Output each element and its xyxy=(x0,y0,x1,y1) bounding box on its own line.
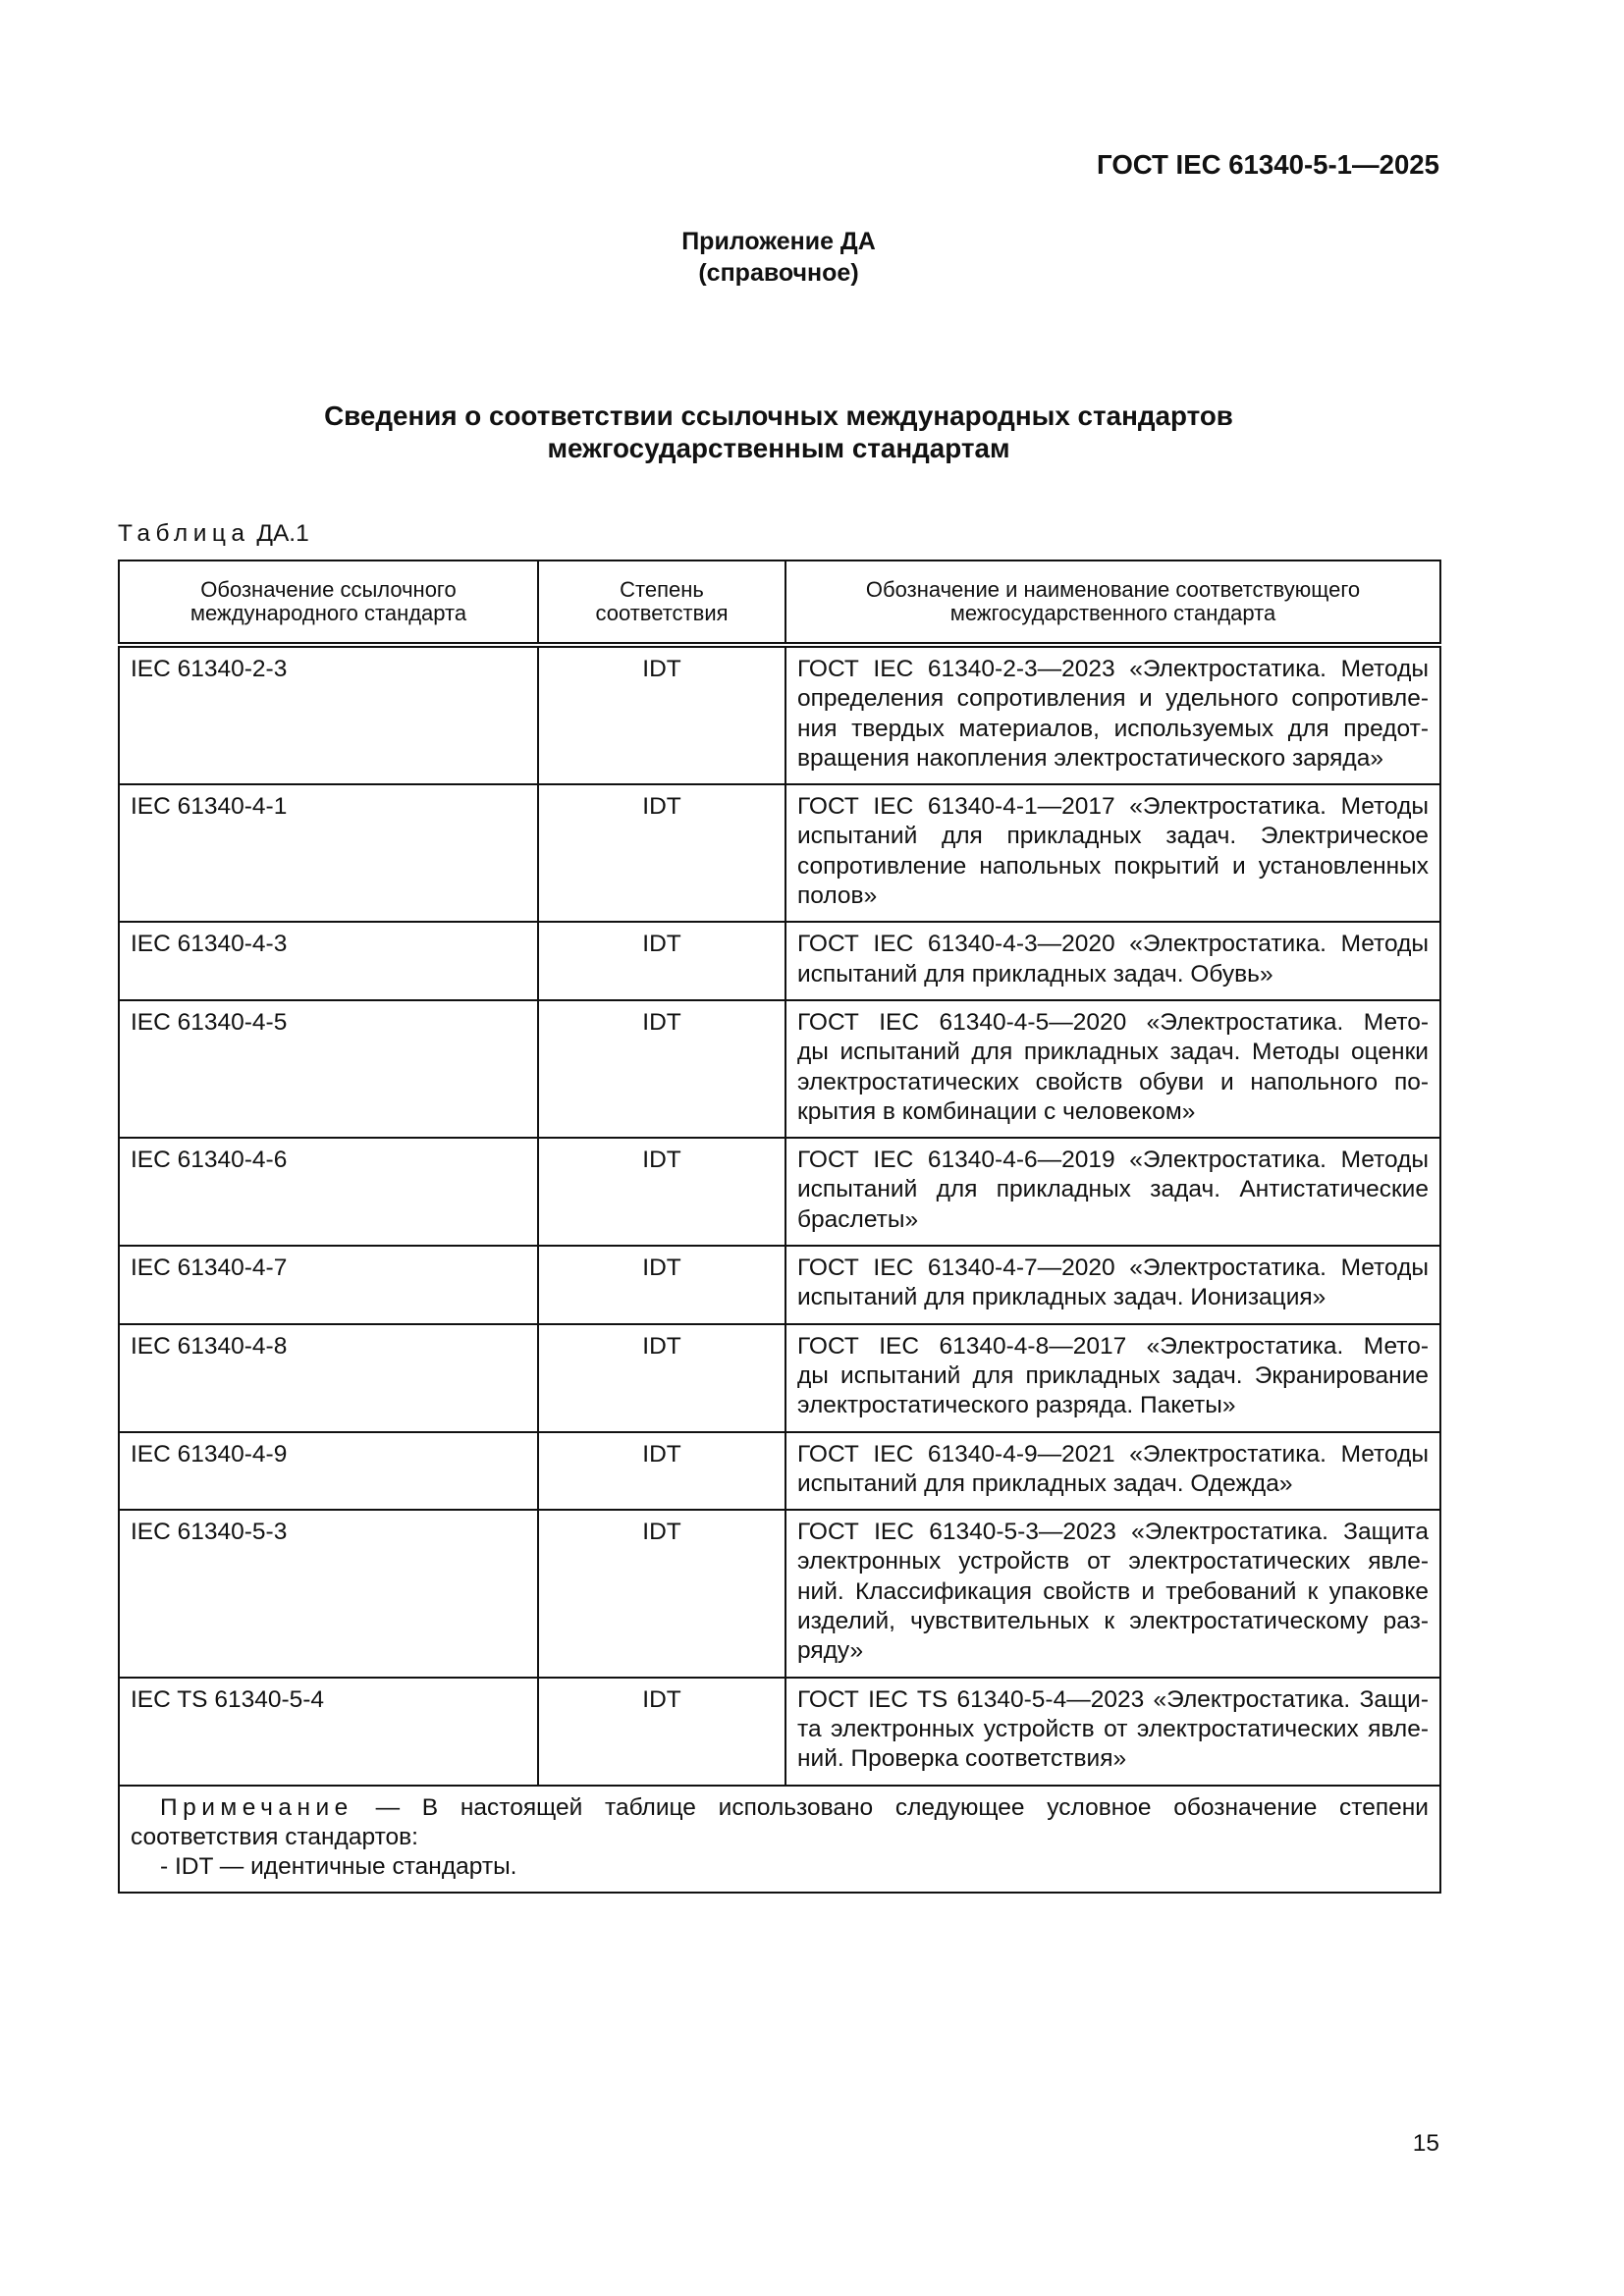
degree-of-correspondence-cell: IDT xyxy=(538,1324,785,1432)
national-standard-line: ды испытаний для прикладных задач. Методы оценки xyxy=(797,1039,1429,1066)
reference-standard-cell: IEC 61340-4-3 xyxy=(119,922,538,1000)
column-header-line: Степень xyxy=(620,577,704,602)
national-standard-line: ГОСТ IEC 61340-4-1—2017 «Электростатика. Методы xyxy=(797,793,1429,821)
section-heading-line: Сведения о соответствии ссылочных международных стандартов xyxy=(324,400,1233,431)
national-standard-cell xyxy=(785,1432,1440,1511)
degree-of-correspondence-cell: IDT xyxy=(538,1510,785,1677)
national-standard-line: ГОСТ IEC 61340-5-3—2023 «Электростатика. Защита xyxy=(797,1519,1429,1546)
reference-standard-cell: IEC 61340-5-3 xyxy=(119,1510,538,1677)
national-standard-cell xyxy=(785,645,1440,784)
table-row xyxy=(119,1138,1440,1246)
national-standard-line: ГОСТ IEC 61340-4-8—2017 «Электростатика. Мето- xyxy=(797,1332,1429,1360)
national-standard-line: испытаний для прикладных задач. Одежда» xyxy=(797,1469,1293,1497)
column-header-degree xyxy=(538,561,785,645)
page-number: 15 xyxy=(1412,2130,1439,2157)
table-note xyxy=(119,1786,1440,1894)
national-standard-line: ГОСТ IEC 61340-4-3—2020 «Электростатика. Методы xyxy=(797,931,1429,958)
national-standard-line: ряду» xyxy=(797,1637,864,1665)
table-row xyxy=(119,1510,1440,1677)
table-row xyxy=(119,645,1440,784)
national-standard-cell xyxy=(785,1000,1440,1138)
national-standard-cell xyxy=(785,1510,1440,1677)
national-standard-line: ний. Проверка соответствия» xyxy=(797,1745,1127,1773)
table-row xyxy=(119,784,1440,922)
national-standard-line: та электронных устройств от электростатических явле- xyxy=(797,1715,1429,1742)
national-standard-line: ГОСТ IEC 61340-2-3—2023 «Электростатика. Методы xyxy=(797,656,1429,682)
national-standard-line: испытаний для прикладных задач. Антистатические xyxy=(797,1176,1429,1203)
section-heading xyxy=(118,400,1439,464)
degree-of-correspondence-cell: IDT xyxy=(538,1246,785,1324)
note-line xyxy=(131,1793,1429,1823)
national-standard-line: электростатических свойств обуви и напольного по- xyxy=(797,1068,1429,1095)
annex-header xyxy=(118,226,1439,289)
annex-title: Приложение ДА xyxy=(681,228,876,255)
column-header-national xyxy=(785,561,1440,645)
note-line: - IDT — идентичные стандарты. xyxy=(160,1853,517,1881)
national-standard-line: испытаний для прикладных задач. Электрическое xyxy=(797,823,1429,850)
document-code: ГОСТ IEC 61340-5-1—2025 xyxy=(1097,149,1439,180)
annex-status: (справочное) xyxy=(698,259,859,287)
reference-standard-cell: IEC 61340-4-7 xyxy=(119,1246,538,1324)
national-standard-line: вращения накопления электростатического заряда» xyxy=(797,744,1383,772)
reference-standard-cell: IEC 61340-4-9 xyxy=(119,1432,538,1511)
table-head xyxy=(119,561,1440,645)
degree-of-correspondence-cell: IDT xyxy=(538,784,785,922)
reference-standard-cell: IEC 61340-4-8 xyxy=(119,1324,538,1432)
national-standard-line: ГОСТ IEC 61340-4-7—2020 «Электростатика. Методы xyxy=(797,1255,1429,1282)
national-standard-line: ний. Классификация свойств и требований к упаковке xyxy=(797,1577,1429,1605)
national-standard-line: испытаний для прикладных задач. Обувь» xyxy=(797,960,1273,988)
column-header-line: Обозначение ссылочного xyxy=(200,577,457,602)
national-standard-line: браслеты» xyxy=(797,1205,919,1233)
degree-of-correspondence-cell: IDT xyxy=(538,1432,785,1511)
column-header-line: межгосударственного стандарта xyxy=(949,601,1276,625)
national-standard-line: ГОСТ IEC 61340-4-6—2019 «Электростатика. Методы xyxy=(797,1147,1429,1174)
national-standard-line: крытия в комбинации с человеком» xyxy=(797,1097,1196,1125)
national-standard-cell xyxy=(785,1678,1440,1786)
note-label: Примечание xyxy=(160,1793,353,1821)
table-row xyxy=(119,922,1440,1000)
national-standard-line: полов» xyxy=(797,882,878,910)
table-caption-number: ДА.1 xyxy=(256,520,309,547)
reference-standard-cell: IEC 61340-2-3 xyxy=(119,645,538,784)
table-row xyxy=(119,1324,1440,1432)
column-header-line: Обозначение и наименование соответствующего xyxy=(865,577,1361,602)
degree-of-correspondence-cell: IDT xyxy=(538,1000,785,1138)
national-standard-cell xyxy=(785,922,1440,1000)
degree-of-correspondence-cell: IDT xyxy=(538,1678,785,1786)
degree-of-correspondence-cell: IDT xyxy=(538,1138,785,1246)
national-standard-cell xyxy=(785,1246,1440,1324)
national-standard-cell xyxy=(785,1324,1440,1432)
column-header-reference xyxy=(119,561,538,645)
note-line: соответствия стандартов: xyxy=(131,1823,418,1850)
national-standard-line: электростатического разряда. Пакеты» xyxy=(797,1392,1236,1419)
national-standard-line: изделий, чувствительных к электростатическому раз- xyxy=(797,1608,1429,1635)
note-text: — В настоящей таблице использовано следующее условное обозначение степени xyxy=(375,1793,1429,1821)
national-standard-line: ды испытаний для прикладных задач. Экранирование xyxy=(797,1362,1429,1389)
table-header-row xyxy=(119,561,1440,645)
national-standard-line: ния твердых материалов, используемых для предот- xyxy=(797,715,1429,742)
national-standard-line: сопротивление напольных покрытий и установленных xyxy=(797,852,1429,880)
national-standard-cell xyxy=(785,1138,1440,1246)
standards-correspondence-table xyxy=(118,560,1441,1894)
degree-of-correspondence-cell: IDT xyxy=(538,922,785,1000)
section-heading-line: межгосударственным стандартам xyxy=(547,433,1010,463)
national-standard-line: ГОСТ IEC 61340-4-9—2021 «Электростатика. Методы xyxy=(797,1440,1429,1468)
national-standard-line: испытаний для прикладных задач. Ионизация» xyxy=(797,1284,1326,1311)
table-row xyxy=(119,1432,1440,1511)
national-standard-line: определения сопротивления и удельного сопротивле- xyxy=(797,685,1429,713)
column-header-line: международного стандарта xyxy=(189,601,467,625)
reference-standard-cell: IEC 61340-4-6 xyxy=(119,1138,538,1246)
column-header-line: соответствия xyxy=(595,601,729,625)
reference-standard-cell: IEC 61340-4-5 xyxy=(119,1000,538,1138)
table-caption xyxy=(118,519,309,549)
national-standard-cell xyxy=(785,784,1440,922)
national-standard-line: электронных устройств от электростатических явле- xyxy=(797,1548,1429,1575)
table-row xyxy=(119,1678,1440,1786)
table-body xyxy=(119,645,1440,1893)
reference-standard-cell: IEC 61340-4-1 xyxy=(119,784,538,922)
degree-of-correspondence-cell: IDT xyxy=(538,645,785,784)
table-caption-word: Таблица xyxy=(118,520,250,547)
table-note-row xyxy=(119,1786,1440,1894)
national-standard-line: ГОСТ IEC 61340-4-5—2020 «Электростатика. Мето- xyxy=(797,1008,1429,1036)
national-standard-line: ГОСТ IEC TS 61340-5-4—2023 «Электростатика. Защи- xyxy=(797,1685,1429,1713)
reference-standard-cell: IEC TS 61340-5-4 xyxy=(119,1678,538,1786)
table-row xyxy=(119,1246,1440,1324)
table-row xyxy=(119,1000,1440,1138)
